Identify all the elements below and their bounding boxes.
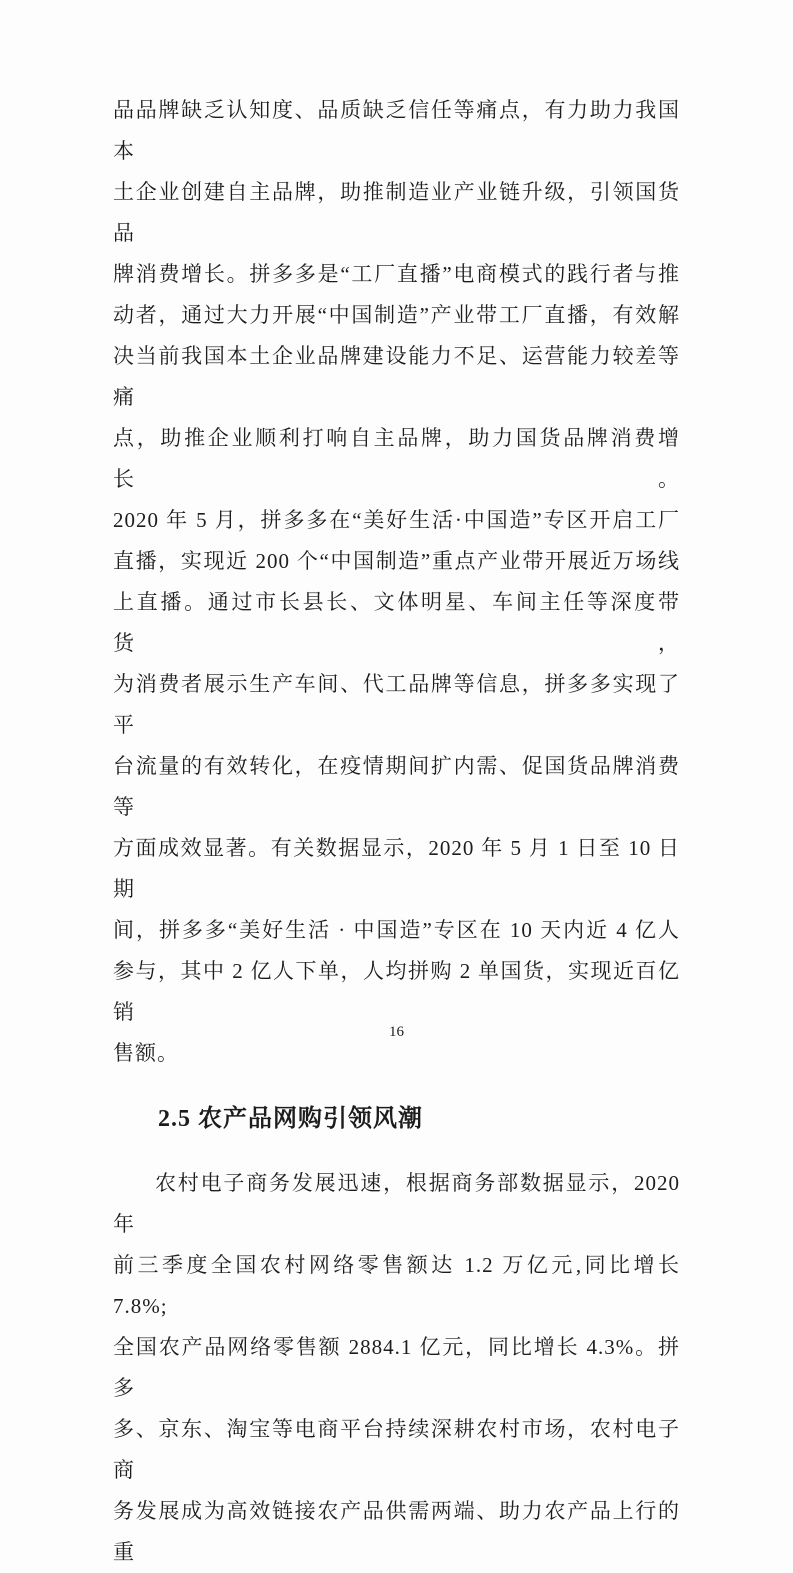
text-line: 为消费者展示生产车间、代工品牌等信息，拼多多实现了平 [113,672,680,737]
paragraph-rural-ecommerce [113,1163,680,1573]
page-content [113,90,680,1573]
text-line: 全国农产品网络零售额 2884.1 亿元，同比增长 4.3%。拼多 [113,1335,680,1400]
text-line: 方面成效显著。有关数据显示，2020 年 5 月 1 日至 10 日期 [113,836,680,901]
text-line: 参与，其中 2 亿人下单，人均拼购 2 单国货，实现近百亿销 [113,959,680,1024]
text-line: 土企业创建自主品牌，助推制造业产业链升级，引领国货品 [113,180,680,245]
text-line: 点，助推企业顺利打响自主品牌，助力国货品牌消费增长。 [113,426,680,491]
section-heading-2-5: 2.5 农产品网购引领风潮 [158,1106,423,1132]
text-line: 前三季度全国农村网络零售额达 1.2 万亿元,同比增长 7.8%; [113,1253,680,1318]
text-line: 农村电子商务发展迅速，根据商务部数据显示，2020 年 [113,1171,680,1236]
text-line: 间，拼多多“美好生活 · 中国造”专区在 10 天内近 4 亿人 [113,918,680,942]
text-line: 品品牌缺乏认知度、品质缺乏信任等痛点，有力助力我国本 [113,98,680,163]
text-line: 决当前我国本土企业品牌建设能力不足、运营能力较差等痛 [113,344,680,409]
text-line: 务发展成为高效链接农产品供需两端、助力农产品上行的重 [113,1499,680,1564]
text-line: 2020 年 5 月，拼多多在“美好生活·中国造”专区开启工厂 [113,508,680,532]
text-line: 直播，实现近 200 个“中国制造”重点产业带开展近万场线 [113,549,680,573]
text-line: 牌消费增长。拼多多是“工厂直播”电商模式的践行者与推 [113,262,680,286]
page-number: 16 [389,1024,404,1040]
text-line: 售额。 [113,1041,179,1065]
text-line: 多、京东、淘宝等电商平台持续深耕农村市场，农村电子商 [113,1417,680,1482]
paragraph-brand-livestream [113,90,680,1074]
text-line: 台流量的有效转化，在疫情期间扩内需、促国货品牌消费等 [113,754,680,819]
text-line: 动者，通过大力开展“中国制造”产业带工厂直播，有效解 [113,303,680,327]
text-line: 上直播。通过市长县长、文体明星、车间主任等深度带货， [113,590,680,655]
